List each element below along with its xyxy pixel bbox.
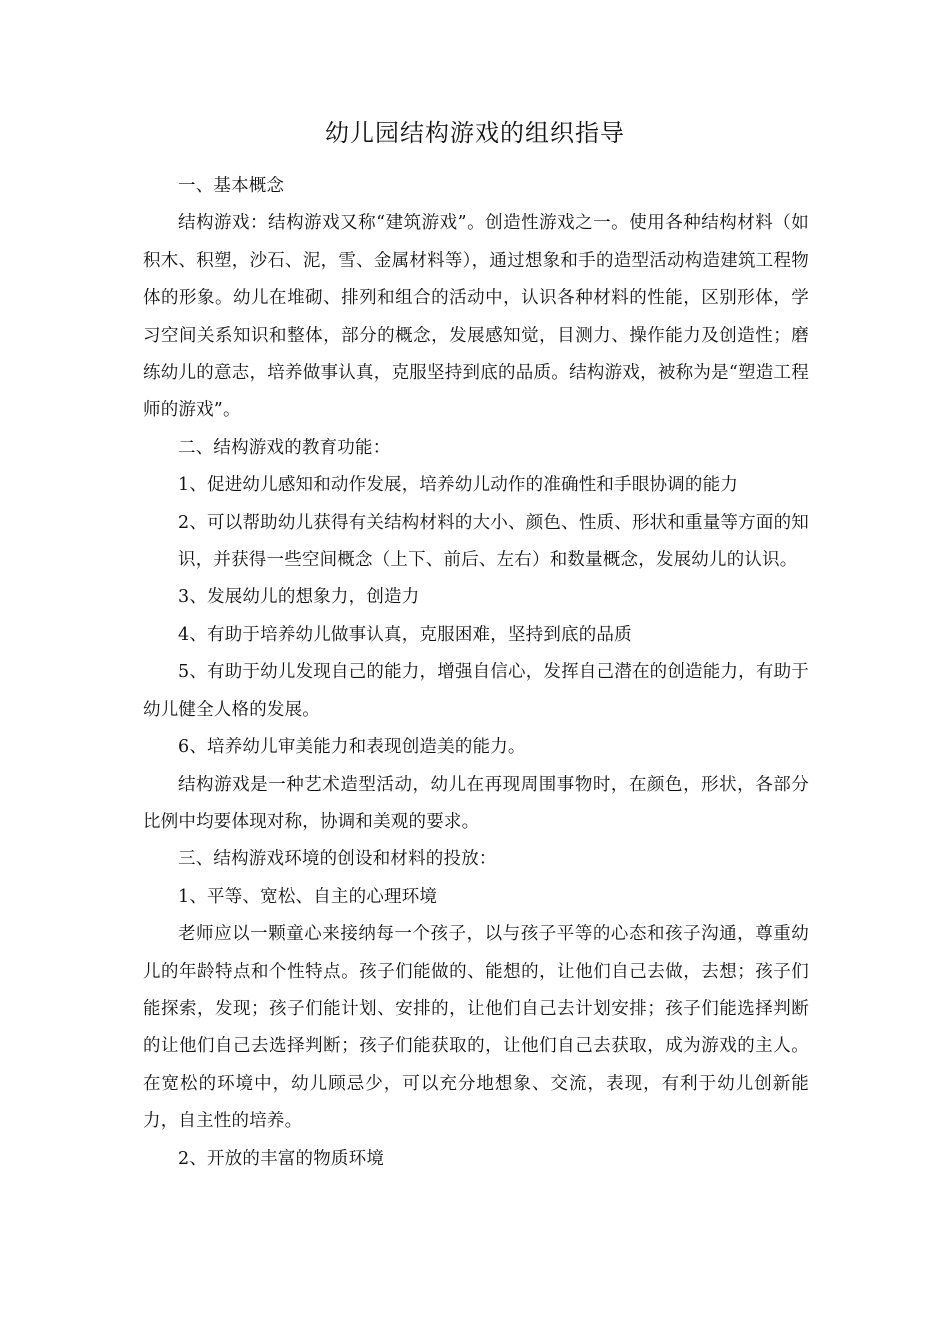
- section-heading-environment-materials: 三、结构游戏环境的创设和材料的投放：: [178, 849, 497, 870]
- list-item-function-5: 5、有助于幼儿发现自己的能力，增强自信心，发挥自己潜在的创造能力，有助于幼儿健全人格的发展。: [143, 662, 809, 720]
- list-item-function-3: 3、发展幼儿的想象力，创造力: [178, 587, 420, 608]
- document-title: 幼儿园结构游戏的组织指导: [325, 119, 625, 147]
- paragraph-art-activity: 结构游戏是一种艺术造型活动，幼儿在再现周围事物时，在颜色，形状，各部分比例中均要体现对称，协调和美观的要求。: [143, 774, 809, 832]
- list-item-function-1: 1、促进幼儿感知和动作发展，培养幼儿动作的准确性和手眼协调的能力: [178, 475, 739, 496]
- document-body: [143, 168, 809, 1178]
- paragraph-teacher-attitude: 老师应以一颗童心来接纳每一个孩子，以与孩子平等的心态和孩子沟通，尊重幼儿的年龄特点和个性特点。孩子们能做的、能想的，让他们自己去做，去想；孩子们能探索，发现；孩子们能计划、安排的，让他们自己去计划安排；孩子们能选择判断的让他们自己去选择判断；孩子们能获取的，让他们自己去获取，成为游戏的主人。在宽松的环境中，幼儿顾忌少，可以充分地想象、交流，表现，有利于幼儿创新能力，自主性的培养。: [143, 924, 809, 1132]
- section-heading-educational-functions: 二、结构游戏的教育功能：: [178, 437, 391, 458]
- subheading-psychological-environment: 1、平等、宽松、自主的心理环境: [178, 886, 438, 907]
- list-item-function-2: 2、可以帮助幼儿获得有关结构材料的大小、颜色、性质、形状和重量等方面的知识，并获得一些空间概念（上下、前后、左右）和数量概念，发展幼儿的认识。: [178, 512, 809, 571]
- list-item-function-4: 4、有助于培养幼儿做事认真，克服困难，坚持到底的品质: [178, 624, 632, 645]
- subheading-material-environment: 2、开放的丰富的物质环境: [178, 1148, 385, 1169]
- list-item-function-6: 6、培养幼儿审美能力和表现创造美的能力。: [178, 737, 526, 758]
- paragraph-structure-game-definition: 结构游戏：结构游戏又称“建筑游戏”。创造性游戏之一。使用各种结构材料（如积木、积塑，沙石、泥，雪、金属材料等），通过想象和手的造型活动构造建筑工程物体的形象。幼儿在堆砌、排列和组合的活动中，认识各种材料的性能，区别形体，学习空间关系知识和整体，部分的概念，发展感知觉，目测力、操作能力及创造性；磨练幼儿的意志，培养做事认真，克服坚持到底的品质。结构游戏，被称为是“塑造工程师的游戏”。: [143, 213, 809, 421]
- section-heading-basic-concepts: 一、基本概念: [178, 176, 285, 196]
